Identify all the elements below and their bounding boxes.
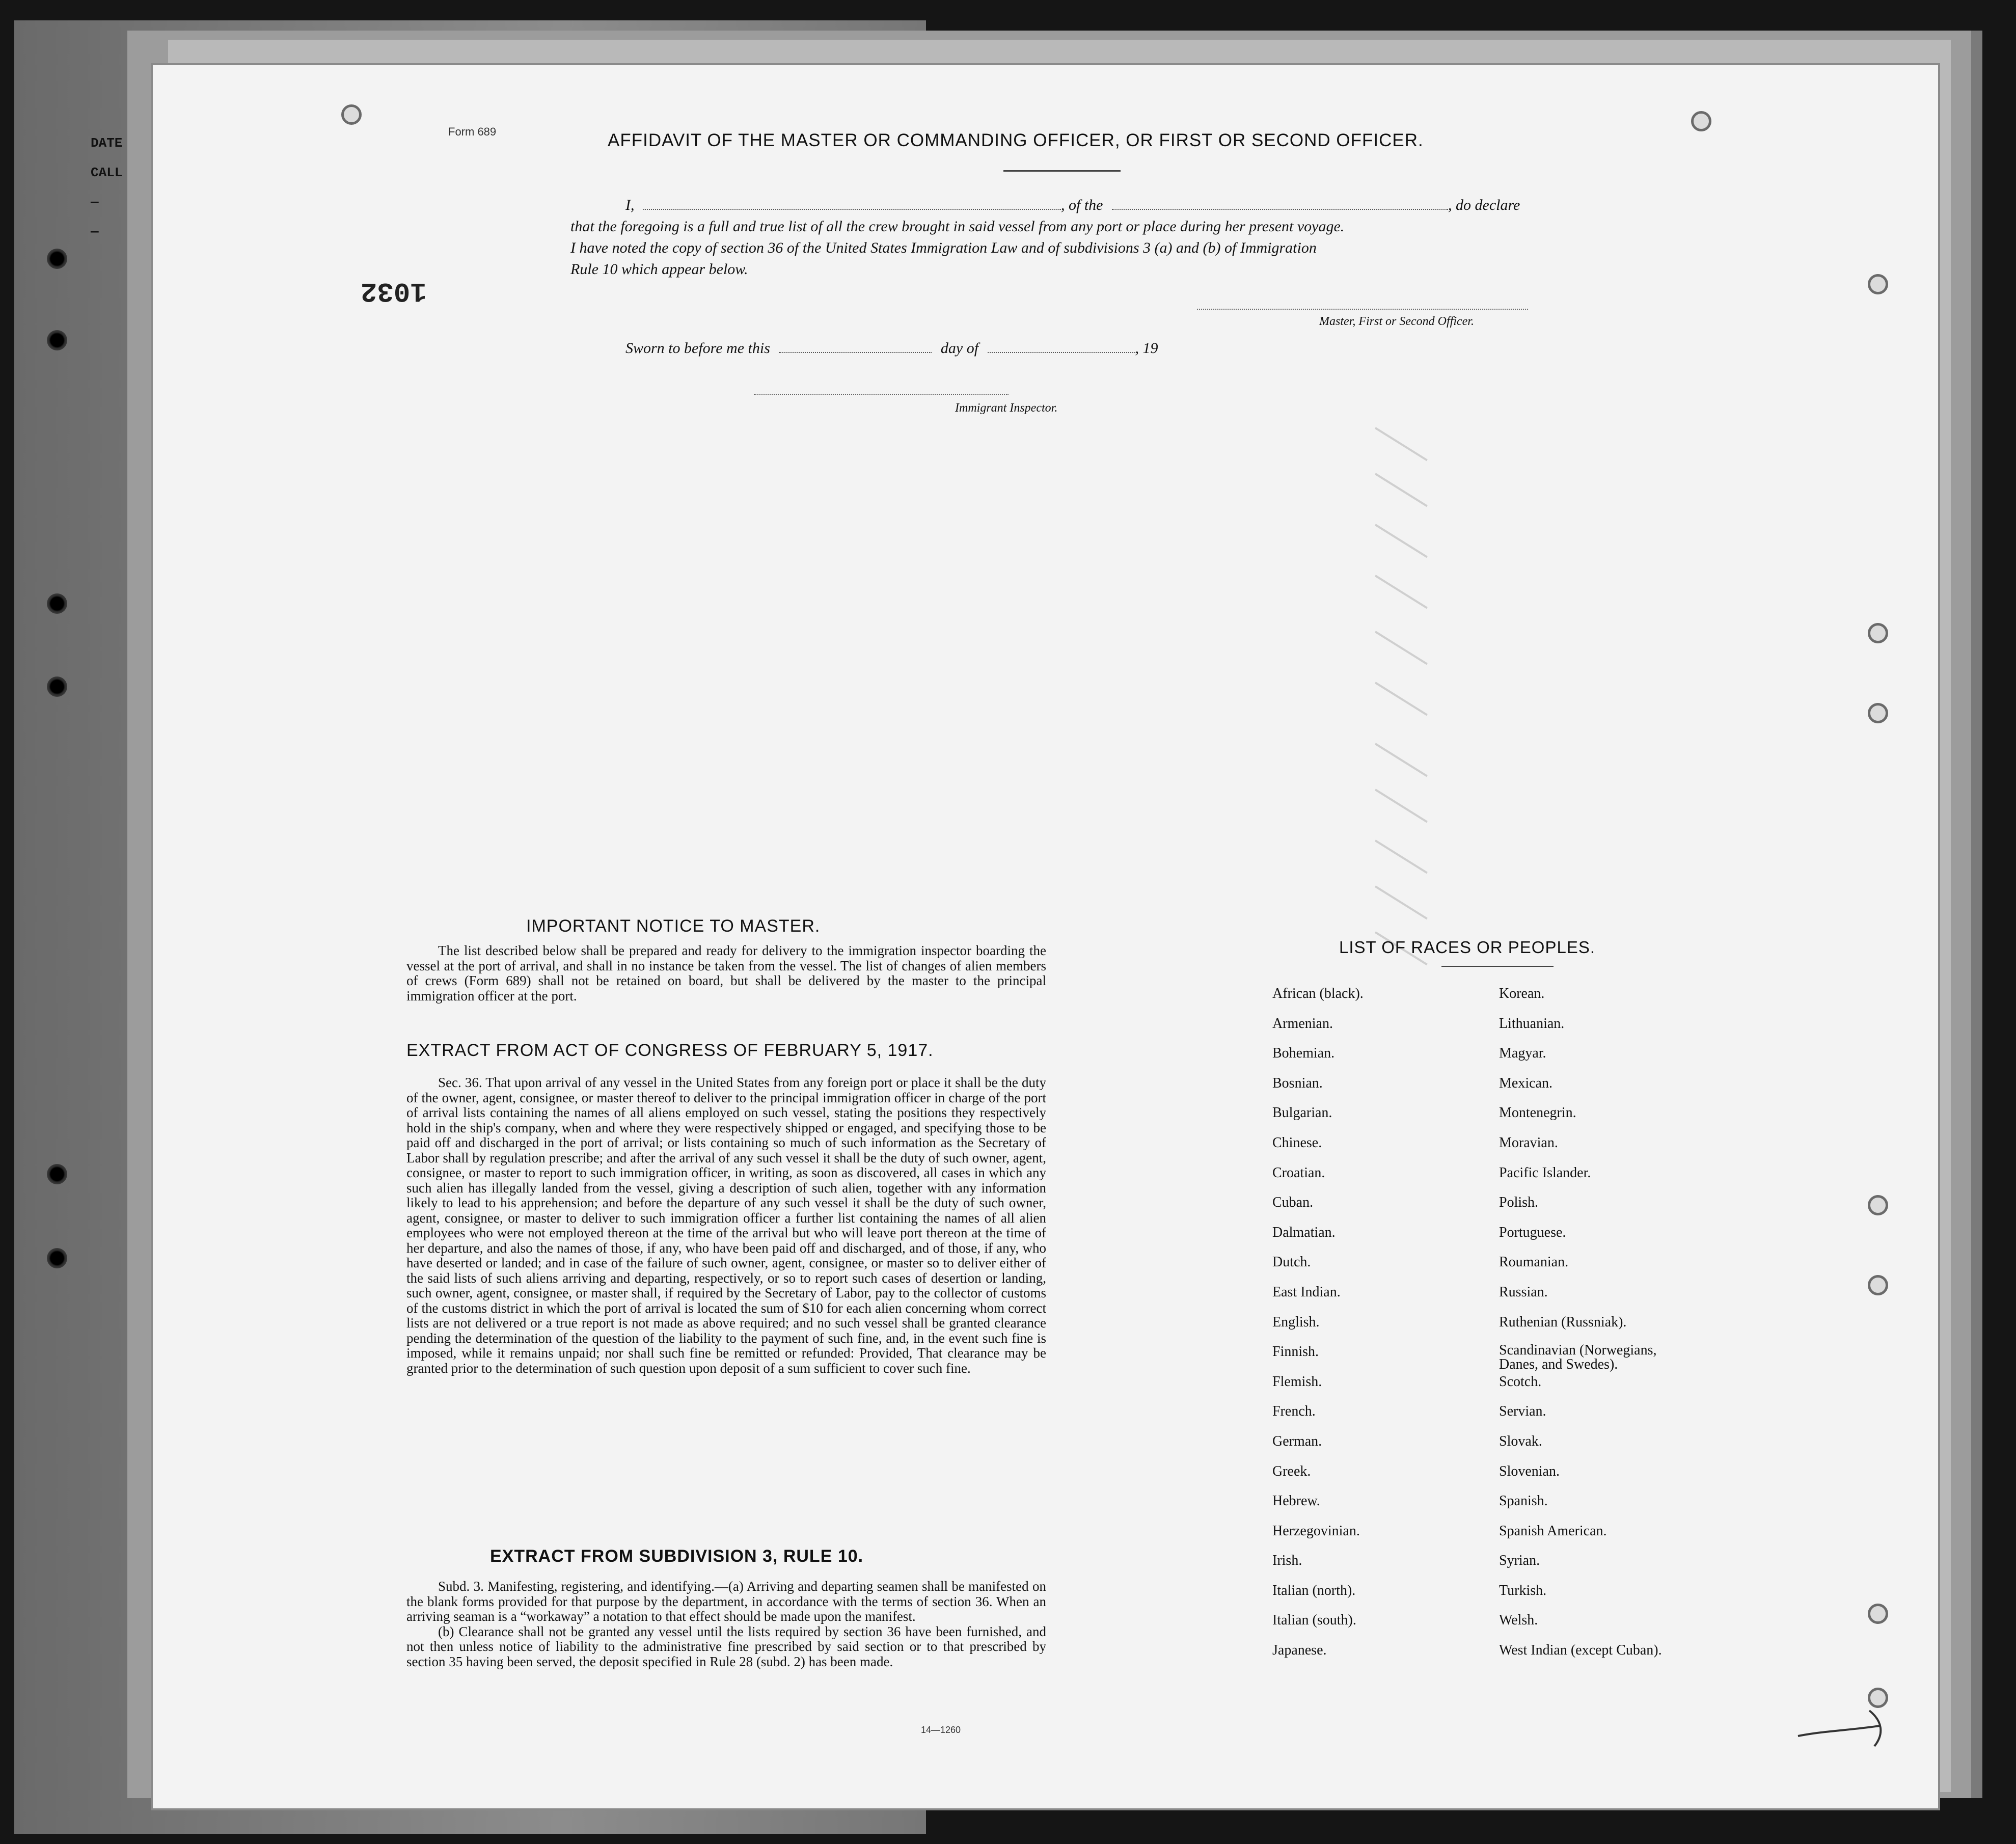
race-item: Italian (south). — [1272, 1612, 1356, 1629]
stamp-line: — — [91, 195, 99, 210]
race-item: Polish. — [1499, 1195, 1539, 1211]
race-item: Pacific Islander. — [1499, 1164, 1591, 1181]
race-item: Dutch. — [1272, 1254, 1311, 1270]
race-item: Dalmatian. — [1272, 1224, 1336, 1240]
punch-ring — [1868, 1275, 1888, 1295]
bleed-through-mark — [1375, 473, 1428, 507]
bleed-through-mark — [1375, 789, 1428, 823]
race-item: Japanese. — [1272, 1642, 1327, 1659]
race-item: Finnish. — [1272, 1344, 1319, 1360]
stamp-line: — — [91, 224, 99, 239]
race-item: Italian (north). — [1272, 1582, 1356, 1598]
document-page — [153, 65, 1938, 1808]
race-item: Ruthenian (Russniak). — [1499, 1314, 1627, 1330]
act-extract-title: EXTRACT FROM ACT OF CONGRESS OF FEBRUARY 5, 1917. — [406, 1041, 934, 1060]
binder-hole — [47, 249, 67, 269]
race-item: Lithuanian. — [1499, 1015, 1565, 1032]
races-title: LIST OF RACES OR PEOPLES. — [1339, 938, 1596, 957]
race-item: Portuguese. — [1499, 1224, 1566, 1240]
punch-ring — [341, 104, 362, 125]
bleed-through-mark — [1375, 427, 1428, 461]
punch-ring — [1868, 274, 1888, 294]
master-signature-line[interactable] — [1197, 309, 1528, 310]
inspector-signature-label: Immigrant Inspector. — [955, 401, 1058, 415]
notice-body — [406, 943, 1046, 1004]
race-item: Welsh. — [1499, 1612, 1538, 1629]
race-item: Moravian. — [1499, 1134, 1558, 1151]
race-item: Bosnian. — [1272, 1075, 1323, 1091]
bleed-through-mark — [1375, 839, 1428, 874]
side-stamp — [91, 128, 126, 247]
race-item: Magyar. — [1499, 1045, 1546, 1062]
race-item: Bohemian. — [1272, 1045, 1335, 1062]
notice-paragraph: The list described below shall be prepared and ready for delivery to the immigration inspector boarding the vessel at the port of arrival, and shall in no instance be taken from the vessel. The list of changes of alien members of crews (Form 689) shall not be retained on board, but shall be delivered by the master to the principal immigration officer at the port. — [406, 943, 1046, 1004]
race-item: African (black). — [1272, 986, 1364, 1001]
punch-ring — [1868, 623, 1888, 643]
race-item: Servian. — [1499, 1403, 1546, 1420]
bleed-through-mark — [1375, 631, 1428, 665]
act-section-36: Sec. 36. That upon arrival of any vessel in the United States from any foreign port or place it shall be the duty of the owner, agent, consignee, or master thereof to deliver to the principal immigration officer in charge of the port of arrival lists containing the names of all aliens employed on such vessel, stating the positions they respectively hold in the ship's company, when and where they were respectively shipped or engaged, and specifying those to be paid off and discharged in the port of arrival; or lists containing so much of such information as the Secretary of Labor shall by regulation prescribe; and after the arrival of any such vessel it shall be the duty of such owner, agent, consignee, or master to report to such immigration officer, in writing, as soon as discovered, all cases in which any such alien has illegally landed from the vessel, giving a description of such alien, together with any information likely to lead to his apprehension; and before the departure of any such vessel it shall be the duty of such owner, agent, consignee, or master to deliver to such immigration officer a further list containing the names of all alien employees who were not employed thereon at the time of the arrival but who will leave port thereon at the time of her departure, and also the names of those, if any, who have been paid off and discharged, and of those, if any, who have deserted or landed; and in case of the failure of such owner, agent, consignee, or master so to deliver either of the said lists of such aliens arriving and departing, respectively, or so to report such cases of desertion or landing, such owner, agent, consignee, or master shall, if required by the Secretary of Labor, pay to the collector of customs of the customs district in which the port of arrival is located the sum of $10 for each alien concerning whom correct lists are not delivered or a true report is not made as above required; and no such vessel shall be granted clearance pending the determination of the question of the liability to the payment of such fine, and, in the event such fine is imposed, while it remains unpaid; nor shall such fine be remitted or refunded: Provided, That clearance may be granted prior to the determination of such question upon deposit of a sum sufficient to cover such fine. — [406, 1075, 1046, 1376]
handwritten-number: 1032 — [361, 275, 427, 306]
declaration-of-the: , of the — [1061, 197, 1103, 213]
inspector-signature-line[interactable] — [754, 394, 1009, 395]
sworn-line — [625, 338, 1158, 359]
declaration-line-4: Rule 10 which appear below. — [570, 261, 748, 278]
race-item: Chinese. — [1272, 1134, 1322, 1151]
race-item: Flemish. — [1272, 1373, 1322, 1390]
race-item: Slovak. — [1499, 1433, 1542, 1449]
race-item: French. — [1272, 1403, 1316, 1420]
rule-subdivision-b: (b) Clearance shall not be granted any vessel until the lists required by section 36 have been furnished, and not then unless notice of liability to the administrative fine prescribed by said section or to that prescribed by section 35 having been served, the deposit specified in Rule 28 (subd. 2) has been made. — [406, 1623, 1046, 1669]
bleed-through-mark — [1375, 524, 1428, 558]
race-item: Turkish. — [1499, 1582, 1547, 1598]
rule-extract-title: EXTRACT FROM SUBDIVISION 3, RULE 10. — [490, 1547, 864, 1566]
bleed-through-mark — [1375, 885, 1428, 919]
race-item: Armenian. — [1272, 1015, 1333, 1032]
race-item: German. — [1272, 1433, 1322, 1449]
race-item: Syrian. — [1499, 1553, 1540, 1569]
declaration-line-3: I have noted the copy of section 36 of the United States Immigration Law and of subdivisions 3 (a) and (b) of Immigration — [570, 239, 1317, 256]
bleed-through-mark — [1375, 743, 1428, 777]
declaration-do-declare: , do declare — [1448, 197, 1520, 213]
declaration-i: I, — [625, 197, 635, 213]
punch-ring — [1868, 1195, 1888, 1215]
sworn-prefix: Sworn to before me this — [625, 340, 770, 357]
bleed-through-mark — [1375, 575, 1428, 609]
name-blank[interactable] — [643, 196, 1061, 210]
race-item: Hebrew. — [1272, 1493, 1320, 1509]
punch-ring — [1868, 1688, 1888, 1708]
race-item: Herzegovinian. — [1272, 1523, 1360, 1539]
race-item: West Indian (except Cuban). — [1499, 1642, 1662, 1659]
vessel-blank[interactable] — [1112, 196, 1448, 210]
race-item: Korean. — [1499, 986, 1545, 1001]
race-item: Mexican. — [1499, 1075, 1552, 1091]
binder-hole — [47, 330, 67, 350]
race-item: Croatian. — [1272, 1164, 1325, 1181]
sworn-month-blank[interactable] — [988, 339, 1135, 353]
rule-extract-body — [406, 1579, 1046, 1669]
declaration-line-1 — [625, 195, 1520, 216]
race-item: Greek. — [1272, 1463, 1311, 1479]
binder-hole — [47, 1164, 67, 1184]
rule-subdivision-a: Subd. 3. Manifesting, registering, and identifying.—(a) Arriving and departing seamen shall be manifested on the blank forms provided for that purpose by the department, in accordance with the terms of section 36. When an arriving seaman is a “workaway” a notation to that effect should be made upon the manifest. — [406, 1579, 1046, 1624]
binder-hole — [47, 593, 67, 614]
print-code: 14—1260 — [921, 1725, 961, 1735]
punch-ring — [1868, 703, 1888, 723]
master-signature-label: Master, First or Second Officer. — [1319, 315, 1474, 328]
binder-hole — [47, 1248, 67, 1268]
race-item: Scotch. — [1499, 1373, 1542, 1390]
race-item: Russian. — [1499, 1284, 1548, 1300]
sworn-year: , 19 — [1135, 340, 1158, 357]
race-item: East Indian. — [1272, 1284, 1341, 1300]
declaration-line-2: that the foregoing is a full and true list of all the crew brought in said vessel from any port or place during her present voyage. — [570, 218, 1345, 235]
race-item: Scandinavian (Norwegians, Danes, and Swedes). — [1499, 1342, 1657, 1373]
punch-ring — [1868, 1604, 1888, 1624]
race-item: Slovenian. — [1499, 1463, 1560, 1479]
races-left-column — [1272, 985, 1364, 1672]
punch-ring — [1691, 111, 1711, 131]
race-item: Bulgarian. — [1272, 1105, 1332, 1121]
act-extract-body — [406, 1075, 1046, 1376]
stamp-line: DATE — [91, 135, 123, 151]
race-item: Spanish American. — [1499, 1523, 1607, 1539]
pencil-mark — [1793, 1705, 1895, 1767]
race-item: English. — [1272, 1314, 1320, 1330]
binder-hole — [47, 676, 67, 697]
sworn-day-of: day of — [940, 340, 979, 357]
races-right-column — [1499, 985, 1662, 1672]
race-item: Montenegrin. — [1499, 1105, 1576, 1121]
race-item: Roumanian. — [1499, 1254, 1569, 1270]
race-item: Spanish. — [1499, 1493, 1548, 1509]
title-rule — [1003, 170, 1121, 172]
notice-title: IMPORTANT NOTICE TO MASTER. — [526, 916, 821, 936]
affidavit-title: AFFIDAVIT OF THE MASTER OR COMMANDING OFFICER, OR FIRST OR SECOND OFFICER. — [608, 130, 1424, 150]
form-number: Form 689 — [448, 125, 497, 138]
race-item: Irish. — [1272, 1553, 1302, 1569]
stamp-line: CALL — [91, 165, 123, 180]
race-item: Cuban. — [1272, 1195, 1314, 1211]
races-title-rule — [1441, 966, 1554, 967]
bleed-through-mark — [1375, 682, 1428, 716]
sworn-day-blank[interactable] — [779, 339, 932, 353]
